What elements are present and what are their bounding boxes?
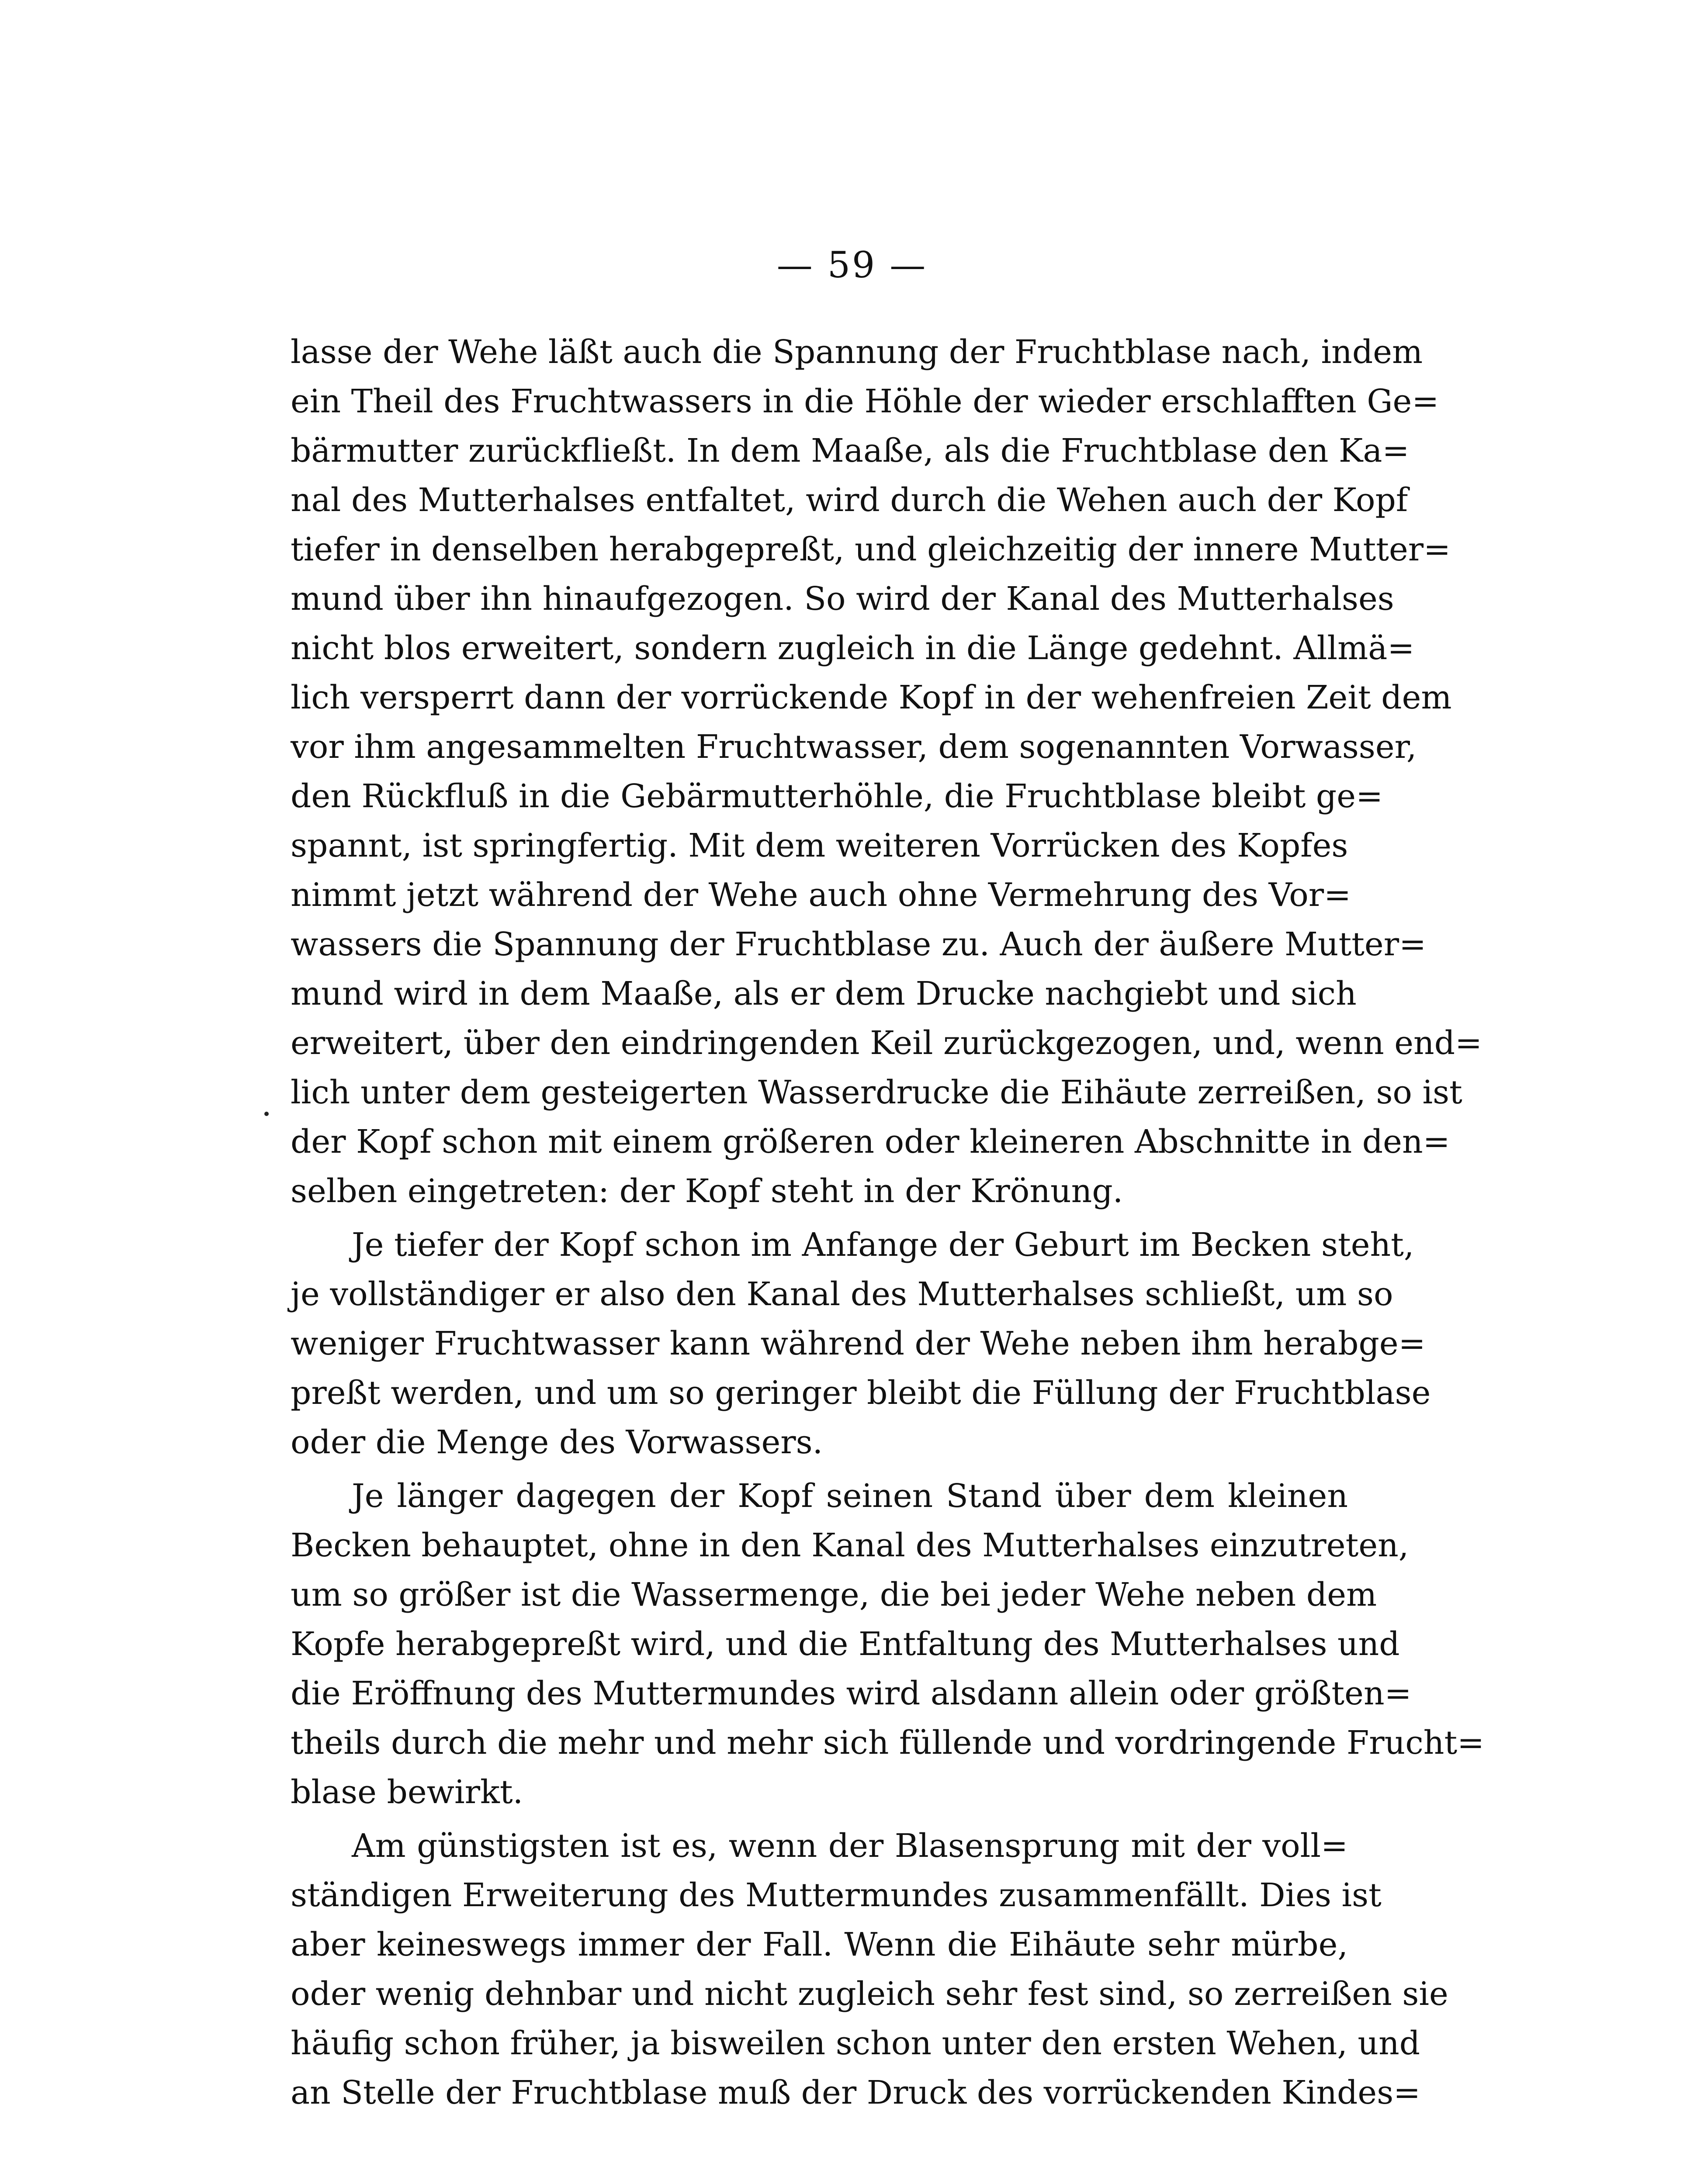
text-line: oder die Menge des Vorwassers. bbox=[291, 1424, 823, 1461]
text-line: um so größer ist die Wassermenge, die bei jeder Wehe neben dem bbox=[291, 1576, 1377, 1614]
text-line: weniger Fruchtwasser kann während der Wehe neben ihm herabge= bbox=[291, 1325, 1426, 1362]
text-line: lich unter dem gesteigerten Wasserdrucke die Eihäute zerreißen, so ist bbox=[291, 1074, 1462, 1111]
text-line: häufig schon früher, ja bisweilen schon unter den ersten Wehen, und bbox=[291, 2025, 1420, 2062]
text-line: ständigen Erweiterung des Muttermundes zusammenfällt. Dies ist bbox=[291, 1876, 1382, 1914]
text-line: Je tiefer der Kopf schon im Anfange der Geburt im Becken steht, bbox=[352, 1226, 1414, 1264]
text-line: mund wird in dem Maaße, als er dem Drucke nachgiebt und sich bbox=[291, 975, 1357, 1013]
text-line: nicht blos erweitert, sondern zugleich in die Länge gedehnt. Allmä= bbox=[291, 629, 1415, 667]
text-line: wassers die Spannung der Fruchtblase zu. Auch der äußere Mutter= bbox=[291, 926, 1427, 963]
text-line: lasse der Wehe läßt auch die Spannung der Fruchtblase nach, indem bbox=[291, 333, 1423, 371]
text-line: Je länger dagegen der Kopf seinen Stand über dem kleinen bbox=[352, 1477, 1348, 1515]
paragraph bbox=[291, 1472, 1485, 1817]
text-line: vor ihm angesammelten Fruchtwasser, dem sogenannten Vorwasser, bbox=[291, 728, 1417, 766]
body-text bbox=[291, 328, 1485, 2118]
text-line: selben eingetreten: der Kopf steht in der Krönung. bbox=[291, 1172, 1123, 1210]
text-line: erweitert, über den eindringenden Keil zurückgezogen, und, wenn end= bbox=[291, 1024, 1482, 1062]
text-line: tiefer in denselben herabgepreßt, und gleichzeitig der innere Mutter= bbox=[291, 531, 1451, 568]
text-line: bärmutter zurückfließt. In dem Maaße, als die Fruchtblase den Ka= bbox=[291, 432, 1410, 470]
page-number: — 59 — bbox=[776, 245, 928, 286]
text-line: Becken behauptet, ohne in den Kanal des Mutterhalses einzutreten, bbox=[291, 1527, 1409, 1564]
text-line: theils durch die mehr und mehr sich füllende und vordringende Frucht= bbox=[291, 1724, 1485, 1762]
text-line: Kopfe herabgepreßt wird, und die Entfaltung des Mutterhalses und bbox=[291, 1625, 1400, 1663]
text-line: ein Theil des Fruchtwassers in die Höhle der wieder erschlafften Ge= bbox=[291, 383, 1439, 420]
paragraph bbox=[291, 1220, 1431, 1467]
text-line: Am günstigsten ist es, wenn der Blasensprung mit der voll= bbox=[352, 1827, 1348, 1865]
text-line: lich versperrt dann der vorrückende Kopf in der wehenfreien Zeit dem bbox=[291, 679, 1452, 716]
text-line: aber keineswegs immer der Fall. Wenn die Eihäute sehr mürbe, bbox=[291, 1926, 1348, 1963]
text-line: nal des Mutterhalses entfaltet, wird durch die Wehen auch der Kopf bbox=[291, 481, 1408, 519]
text-line: die Eröffnung des Muttermundes wird alsdann allein oder größten= bbox=[291, 1675, 1412, 1712]
text-line: den Rückfluß in die Gebärmutterhöhle, die Fruchtblase bleibt ge= bbox=[291, 778, 1383, 815]
text-line: blase bewirkt. bbox=[291, 1773, 523, 1811]
text-line: an Stelle der Fruchtblase muß der Druck des vorrückenden Kindes= bbox=[291, 2074, 1421, 2111]
text-line: spannt, ist springfertig. Mit dem weiteren Vorrücken des Kopfes bbox=[291, 827, 1348, 864]
paragraph bbox=[291, 328, 1482, 1216]
margin-dot-mark bbox=[264, 1112, 269, 1116]
text-line: preßt werden, und um so geringer bleibt die Füllung der Fruchtblase bbox=[291, 1374, 1431, 1412]
text-line: der Kopf schon mit einem größeren oder kleineren Abschnitte in den= bbox=[291, 1123, 1450, 1161]
paragraph bbox=[291, 1821, 1448, 2118]
text-line: oder wenig dehnbar und nicht zugleich sehr fest sind, so zerreißen sie bbox=[291, 1975, 1448, 2013]
text-line: mund über ihn hinaufgezogen. So wird der Kanal des Mutterhalses bbox=[291, 580, 1394, 618]
text-line: je vollständiger er also den Kanal des Mutterhalses schließt, um so bbox=[291, 1275, 1393, 1313]
text-line: nimmt jetzt während der Wehe auch ohne Vermehrung des Vor= bbox=[291, 876, 1351, 914]
